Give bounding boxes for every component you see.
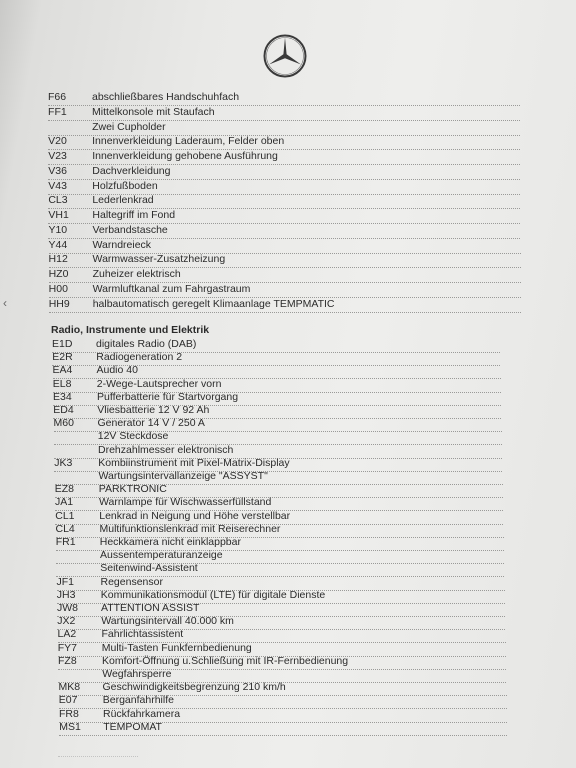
option-code: FF1	[48, 105, 67, 118]
option-code: M60	[53, 417, 74, 430]
option-description: Warmluftkanal zum Fahrgastraum	[92, 282, 251, 295]
option-row	[49, 252, 521, 267]
option-code: CL1	[55, 509, 75, 522]
option-code: MS1	[59, 720, 81, 733]
mercedes-star-icon	[262, 33, 308, 79]
option-description: TEMPOMAT	[103, 720, 162, 733]
option-code: JA1	[55, 496, 74, 509]
option-code: ED4	[53, 404, 74, 416]
option-description: digitales Radio (DAB)	[96, 338, 197, 350]
option-description: Innenverkleidung gehobene Ausführung	[92, 150, 278, 162]
option-description: Warmwasser-Zusatzheizung	[92, 253, 226, 266]
option-code: FY7	[57, 641, 78, 654]
option-code: CL4	[55, 522, 75, 535]
option-code: EZ8	[54, 483, 75, 496]
option-row	[48, 223, 520, 238]
option-code: JF1	[56, 575, 75, 588]
option-description: Aussentemperaturanzeige	[100, 549, 223, 562]
option-code: VH1	[48, 209, 69, 221]
option-description: Dachverkleidung	[92, 164, 171, 177]
option-code: HZ0	[48, 268, 69, 280]
option-description: Heckkamera nicht einklappbar	[99, 536, 241, 548]
option-code: FR8	[59, 707, 79, 720]
option-row	[48, 164, 520, 179]
option-description: Warndreieck	[92, 238, 152, 251]
option-row	[48, 105, 520, 120]
option-code: Y10	[48, 223, 68, 236]
option-code: JW8	[57, 602, 78, 614]
option-description: Zwei Cupholder	[92, 120, 166, 133]
option-description: Generator 14 V / 250 A	[97, 417, 205, 430]
option-description: Holzfußboden	[92, 179, 158, 192]
option-description: Lenkrad in Neigung und Höhe verstellbar	[99, 509, 291, 522]
option-description: Wartungsintervallanzeige "ASSYST"	[98, 470, 268, 482]
option-row	[48, 134, 520, 149]
option-description: Innenverkleidung Laderaum, Felder oben	[92, 135, 285, 148]
option-description: Rückfahrkamera	[103, 707, 181, 720]
option-description: Multifunktionslenkrad mit Reiserechner	[99, 522, 281, 535]
option-code: FR1	[55, 536, 76, 548]
option-code: HH9	[48, 297, 70, 310]
option-row	[49, 238, 521, 253]
option-row	[49, 267, 521, 282]
option-code: EL8	[52, 377, 72, 390]
option-code: H00	[48, 282, 68, 295]
option-code: H12	[48, 253, 68, 266]
option-description: Warnlampe für Wischwasserfüllstand	[99, 496, 272, 509]
option-code: Y44	[48, 238, 68, 251]
option-description: Audio 40	[96, 364, 138, 377]
option-row	[59, 720, 507, 735]
option-description: PARKTRONIC	[98, 483, 167, 496]
option-row	[48, 208, 520, 223]
option-code: JK3	[54, 456, 73, 469]
option-row	[48, 193, 520, 208]
option-description: Fahrlichtassistent	[101, 628, 184, 641]
option-code: EA4	[52, 364, 73, 377]
option-description: Lederlenkrad	[92, 194, 154, 207]
option-code: E1D	[52, 338, 73, 350]
option-code: V36	[48, 164, 67, 177]
option-code: E07	[58, 694, 78, 707]
option-description: Regensensor	[100, 575, 163, 588]
option-row	[48, 149, 520, 164]
option-description: Vliesbatterie 12 V 92 Ah	[97, 404, 210, 416]
footer-line	[58, 756, 138, 767]
option-row	[48, 179, 520, 194]
option-description: Komfort-Öffnung u.Schließung mit IR-Fernbedienung	[102, 654, 349, 667]
option-code: LA2	[57, 628, 77, 641]
option-description: Geschwindigkeitsbegrenzung 210 km/h	[102, 681, 286, 694]
option-description: Seitenwind-Assistent	[100, 562, 198, 575]
option-code: V23	[48, 150, 67, 162]
section-heading: Radio, Instrumente und Elektrik	[51, 324, 210, 336]
option-code: JX2	[57, 615, 76, 628]
option-description: Berganfahrhilfe	[102, 694, 174, 707]
option-description: Pufferbatterie für Startvorgang	[97, 390, 239, 403]
option-description: abschließbares Handschuhfach	[92, 91, 240, 103]
option-code: E34	[53, 390, 72, 403]
option-description: Kommunikationsmodul (LTE) für digitale Dienste	[100, 588, 326, 601]
margin-mark: ‹	[3, 296, 7, 310]
option-code: CL3	[48, 194, 68, 207]
option-description: Mittelkonsole mit Staufach	[92, 105, 215, 118]
option-description: Drehzahlmesser elektronisch	[98, 443, 234, 456]
option-description: Radiogeneration 2	[96, 351, 183, 364]
option-description: Zuheizer elektrisch	[92, 268, 181, 280]
option-description: halbautomatisch geregelt Klimaanlage TEMPMATIC	[92, 297, 335, 310]
option-row	[48, 120, 520, 135]
option-row	[49, 297, 521, 312]
option-code: F66	[48, 91, 67, 103]
option-description: 12V Steckdose	[97, 430, 169, 443]
option-code: V43	[48, 179, 67, 192]
option-description: Verbandstasche	[92, 223, 168, 236]
option-description: 2-Wege-Lautsprecher vorn	[96, 377, 222, 390]
option-description: Wartungsintervall 40.000 km	[101, 615, 234, 628]
option-code: V20	[48, 135, 67, 148]
option-description: Kombiinstrument mit Pixel-Matrix-Display	[98, 456, 290, 469]
option-description: Wegfahrsperre	[102, 668, 172, 680]
option-code: FZ8	[58, 654, 77, 667]
option-code: E2R	[52, 351, 73, 364]
option-description: Haltegriff im Fond	[92, 209, 176, 221]
option-description: ATTENTION ASSIST	[101, 602, 200, 614]
option-description: Multi-Tasten Funkfernbedienung	[101, 641, 252, 654]
option-row	[49, 282, 521, 297]
option-row	[48, 90, 520, 105]
option-code: JH3	[56, 588, 76, 601]
option-code: MK8	[58, 681, 81, 694]
